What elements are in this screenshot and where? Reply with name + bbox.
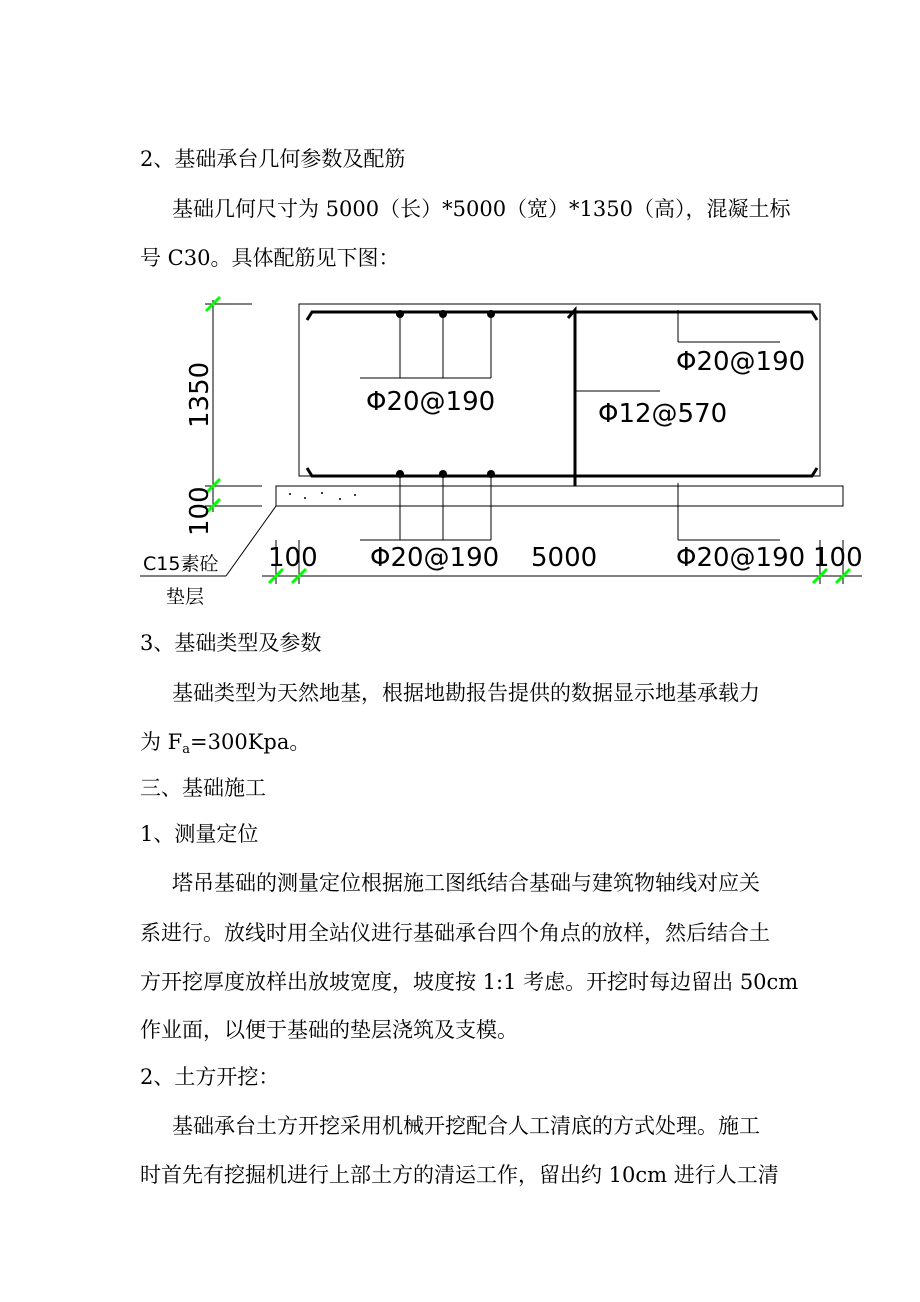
dim-left-margin-label: 100 (268, 543, 318, 573)
rebar-top-right-label: Φ20@190 (676, 347, 806, 377)
sub2-line: 时首先有挖掘机进行上部土方的清运工作，留出约 10cm 进行人工清 (140, 1163, 779, 1187)
section2-para-line1: 基础几何尺寸为 5000（长）*5000（宽）*1350（高），混凝土标 (172, 197, 791, 221)
sub1-line: 作业面，以便于基础的垫层浇筑及支模。 (140, 1018, 518, 1042)
sub1-heading: 1、测量定位 (140, 822, 259, 846)
section2-para-line2: 号 C30。具体配筋见下图： (140, 246, 400, 270)
cushion-label-line1: C15素砼 (143, 553, 219, 575)
rebar-bottom-right-label: Φ20@190 (676, 543, 806, 573)
sub1-line: 方开挖厚度放样出放坡宽度，坡度按 1:1 考虑。开挖时每边留出 50cm (140, 970, 799, 994)
section3-para-line2 (140, 727, 310, 765)
section3-para-line1: 基础类型为天然地基，根据地勘报告提供的数据显示地基承载力 (172, 681, 760, 705)
dim-height-label: 1350 (185, 361, 215, 428)
sub2-line: 基础承台土方开挖采用机械开挖配合人工清底的方式处理。施工 (172, 1114, 760, 1138)
bearing-text-suffix: =300Kpa。 (190, 730, 311, 754)
dim-right-margin-label: 100 (813, 543, 863, 573)
sub2-heading: 2、土方开挖： (140, 1065, 280, 1089)
section2-heading: 2、基础承台几何参数及配筋 (140, 147, 406, 171)
dim-width-label: 5000 (531, 543, 598, 573)
bearing-subscript: a (182, 742, 191, 757)
sub1-line: 塔吊基础的测量定位根据施工图纸结合基础与建筑物轴线对应关 (172, 871, 760, 895)
rebar-top-left-label: Φ20@190 (366, 387, 496, 417)
foundation-rebar-drawing (0, 290, 920, 610)
sub1-line: 系进行。放线时用全站仪进行基础承台四个角点的放样，然后结合土 (140, 921, 770, 945)
rebar-bottom-left-label: Φ20@190 (370, 543, 500, 573)
chapter3-heading: 三、基础施工 (140, 776, 266, 800)
rebar-stirrup-label: Φ12@570 (598, 399, 728, 429)
bearing-text-prefix: 为 F (140, 730, 183, 754)
section3-heading: 3、基础类型及参数 (140, 631, 322, 655)
dim-cushion-label: 100 (185, 486, 215, 536)
cushion-label-line2: 垫层 (166, 586, 205, 608)
